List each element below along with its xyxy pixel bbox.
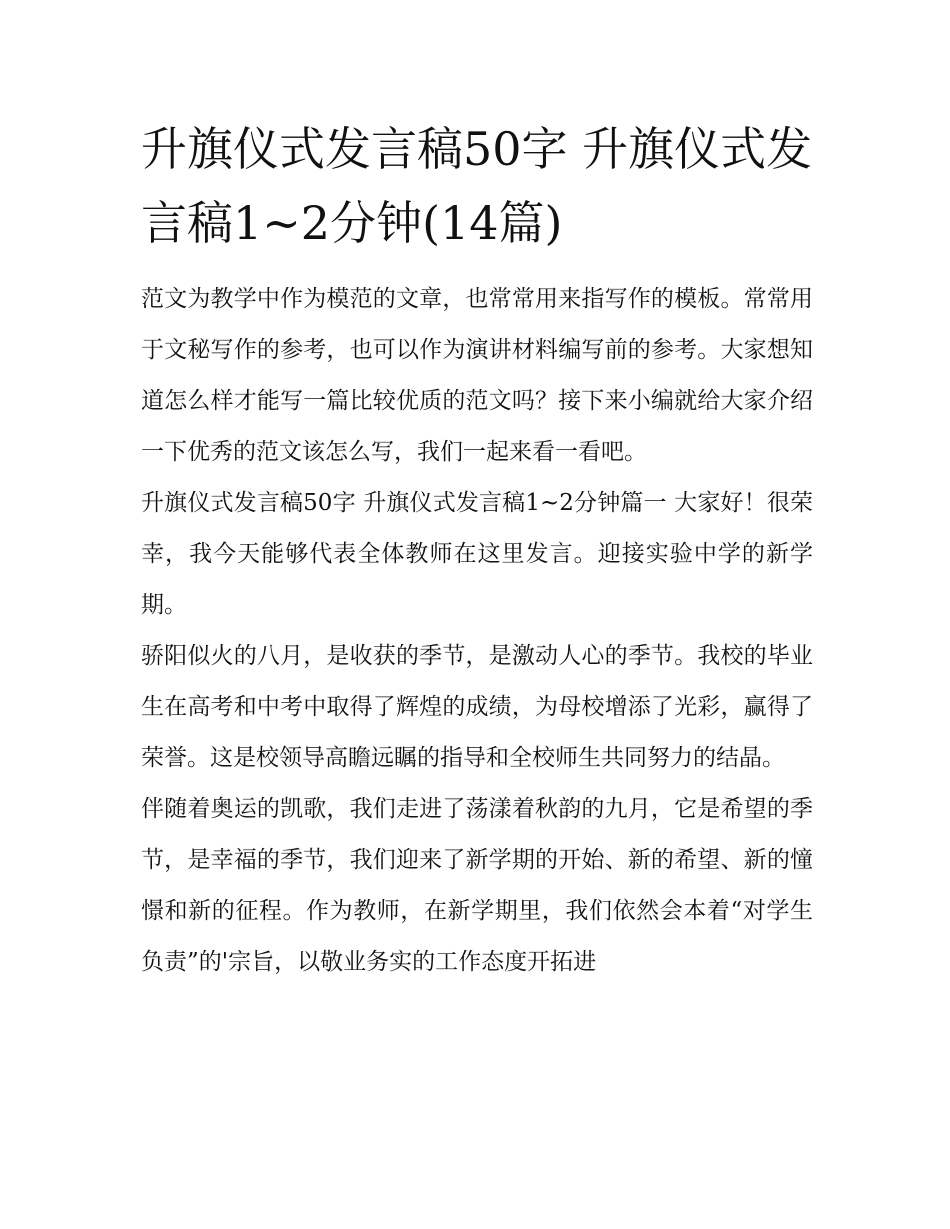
document-title: 升旗仪式发言稿50字 升旗仪式发言稿1~2分钟(14篇) bbox=[141, 122, 813, 250]
paragraph-september: 伴随着奥运的凯歌，我们走进了荡漾着秋韵的九月，它是希望的季节，是幸福的季节，我们迎来了新学期的开始、新的希望、新的憧憬和新的征程。作为教师，在新学期里，我们依然会本着“对学生负责”的'宗旨，以敬业务实的工作态度开拓进 bbox=[141, 796, 813, 975]
paragraph-greeting: 升旗仪式发言稿50字 升旗仪式发言稿1~2分钟篇一 大家好！很荣幸，我今天能够代表全体教师在这里发言。迎接实验中学的新学期。 bbox=[141, 490, 813, 618]
paragraph-intro: 范文为教学中作为模范的文章，也常常用来指写作的模板。常常用于文秘写作的参考，也可以作为演讲材料编写前的参考。大家想知道怎么样才能写一篇比较优质的范文吗？接下来小编就给大家介绍一下优秀的范文该怎么写，我们一起来看一看吧。 bbox=[141, 286, 813, 465]
paragraph-august: 骄阳似火的八月，是收获的季节，是激动人心的季节。我校的毕业生在高考和中考中取得了辉煌的成绩，为母校增添了光彩，赢得了荣誉。这是校领导高瞻远瞩的指导和全校师生共同努力的结晶。 bbox=[141, 643, 813, 771]
document-content bbox=[141, 112, 813, 988]
document-body bbox=[141, 274, 813, 988]
